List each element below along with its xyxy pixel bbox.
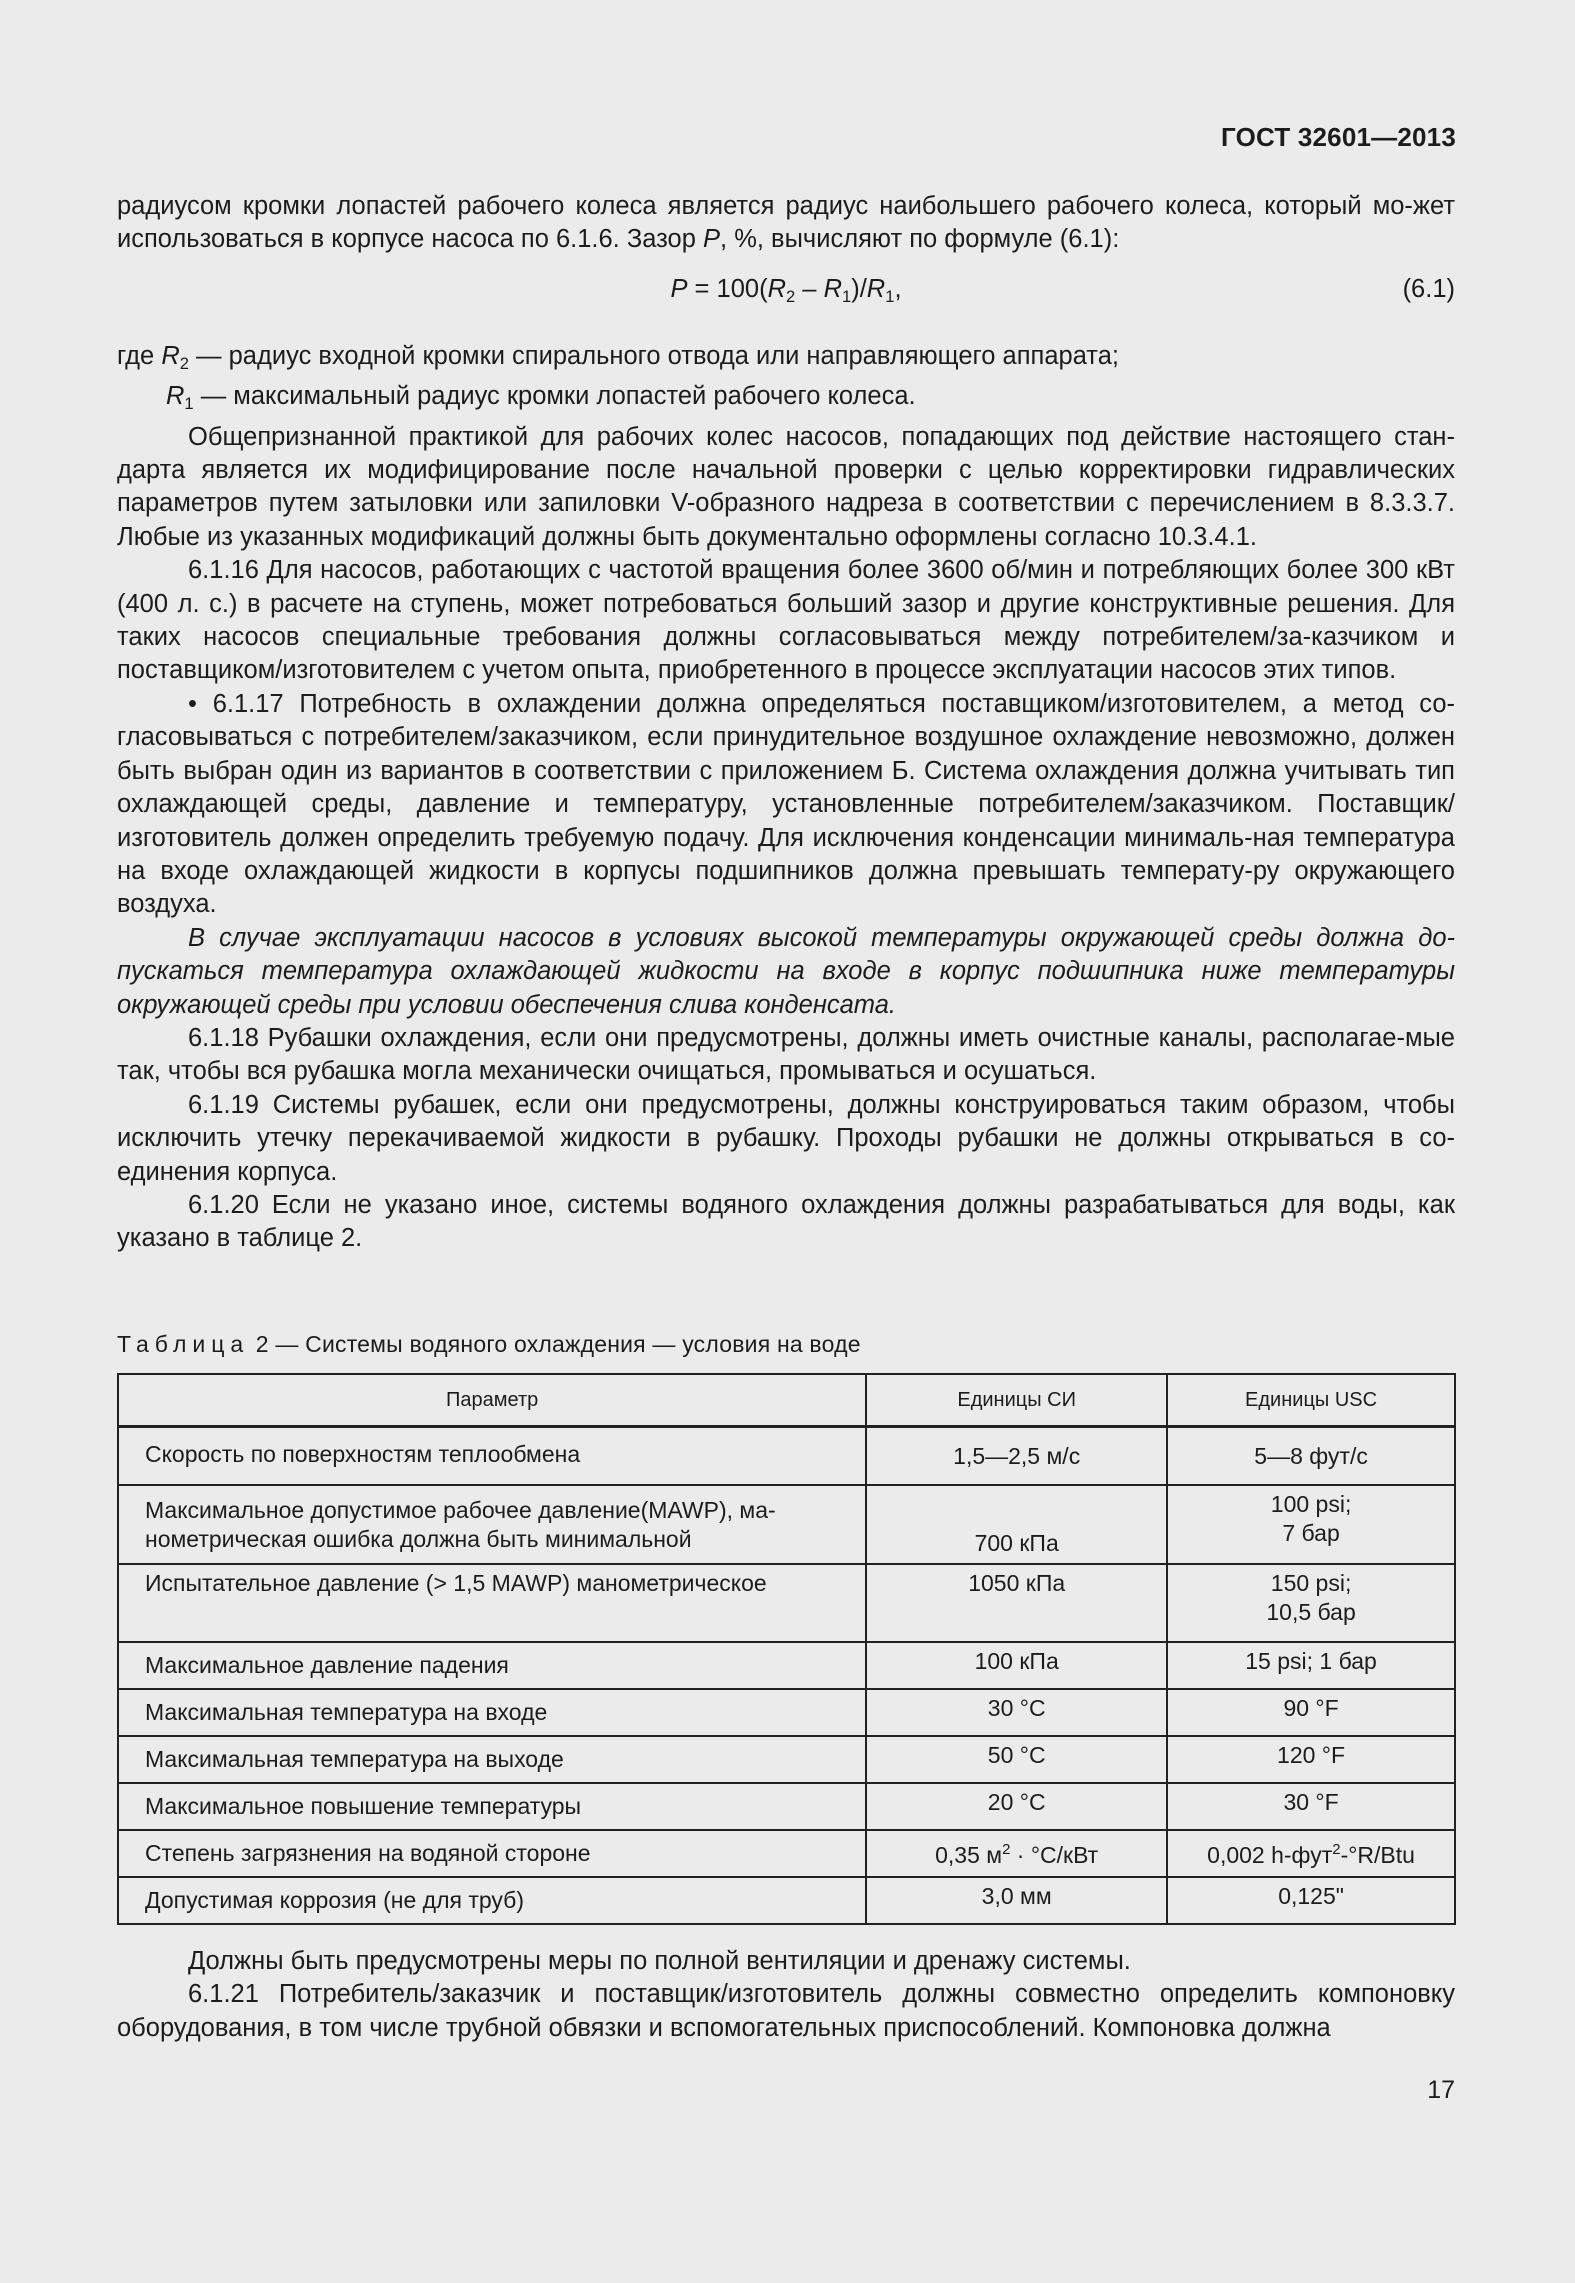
- table-header-row: [118, 1374, 1455, 1427]
- formula-6-1: [117, 273, 1455, 306]
- table-row: Максимальная температура на входе 30 °С 90 °F: [118, 1689, 1455, 1736]
- paragraph-6-1-17: • 6.1.17 Потребность в охлаждении должна определяться поставщиком/изготовителем, а метод со-гласовываться с потребителем/заказчиком, если принудительное воздушное охлаждение невозможно, должен быть выбран один из вариантов в соответствии с приложением Б. Система охлаждения должна учитывать тип охлаждающей среды, давление и температуру, установленные потребителем/заказчиком. Поставщик/изготовитель должен определить требуемую подачу. Для исключения конденсации минималь-ная температура на входе охлаждающей жидкости в корпусы подшипников должна превышать температу-ру окружающего воздуха.: [117, 689, 1455, 919]
- paragraph-ventilation: Должны быть предусмотрены меры по полной вентиляции и дренажу системы.: [188, 1947, 1131, 1975]
- paragraph-6-1-16: 6.1.16 Для насосов, работающих с частотой вращения более 3600 об/мин и потребляющих более 300 кВт (400 л. с.) в расчете на ступень, может потребоваться больший зазор и другие конструктивные решения. Для таких насосов специальные требования должны согласовываться между потребителем/за-казчиком и поставщиком/изготовителем с учетом опыта, приобретенного в процессе эксплуатации насосов этих типов.: [117, 556, 1455, 685]
- table-row: Максимальное допустимое рабочее давление(MAWP), ма-нометрическая ошибка должна быть минимальной 700 кПа 100 psi; 7 бар: [118, 1485, 1455, 1564]
- document-header: ГОСТ 32601—2013: [1221, 122, 1456, 152]
- paragraph-6-1-18: 6.1.18 Рубашки охлаждения, если они предусмотрены, должны иметь очистные каналы, располагае-мые так, чтобы вся рубашка могла механически очищаться, промываться и осушаться.: [117, 1023, 1455, 1086]
- formula-number: (6.1): [1402, 274, 1455, 303]
- formula-expression: $P = 100(R_2 - R_1)/R_1$,: [670, 274, 902, 306]
- table-row: Максимальная температура на выходе 50 °С 120 °F: [118, 1736, 1455, 1783]
- paragraph-italic-note: В случае эксплуатации насосов в условиях высокой температуры окружающей среды должна до-пускаться температура охлаждающей жидкости на входе в корпус подшипника ниже температуры окружающей среды при условии обеспечения слива конденсата.: [117, 923, 1455, 1019]
- table-row: Скорость по поверхностям теплообмена 1,5—2,5 м/с 5—8 фут/с: [118, 1427, 1455, 1486]
- paragraph-intro: радиусом кромки лопастей рабочего колеса является радиус наибольшего рабочего колеса, который мо-жет использоваться в корпусе насоса по 6.1.6. Зазор P, %, вычисляют по формуле (6.1):: [117, 192, 1455, 254]
- table-row: Степень загрязнения на водяной стороне 0,35 $м^2 \cdot ^\circ С/кВт$ 0,002 h-фут$^2$-°R/Btu: [118, 1830, 1455, 1877]
- body-text: [117, 190, 1455, 1256]
- paragraph-6-1-20: 6.1.20 Если не указано иное, системы водяного охлаждения должны разрабатываться для воды, как указано в таблице 2.: [117, 1190, 1455, 1253]
- where-r2: где $R_2$ — радиус входной кромки спирального отвода или направляющего аппарата;: [117, 341, 1119, 373]
- table-row: Максимальное давление падения 100 кПа 15 psi; 1 бар: [118, 1642, 1455, 1689]
- page-number: 17: [1427, 2076, 1455, 2104]
- body-text-after-table: [117, 1945, 1455, 2045]
- where-r1: $R_1$ — максимальный радиус кромки лопастей рабочего колеса.: [166, 382, 916, 414]
- header-si: Единицы СИ: [866, 1374, 1167, 1427]
- paragraph-practice: Общепризнанной практикой для рабочих колес насосов, попадающих под действие настоящего стан-дарта является их модифицирование после начальной проверки с целью корректировки гидравлических параметров путем затыловки или запиловки V-образного надреза в соответствии с перечислением в 8.3.3.7. Любые из указанных модификаций должны быть документально оформлены согласно 10.3.4.1.: [117, 422, 1455, 551]
- header-usc: Единицы USC: [1167, 1374, 1455, 1427]
- paragraph-6-1-21: 6.1.21 Потребитель/заказчик и поставщик/изготовитель должны совместно определить компоновку оборудования, в том числе трубной обвязки и вспомогательных приспособлений. Компоновка должна: [117, 1980, 1455, 2042]
- paragraph-6-1-19: 6.1.19 Системы рубашек, если они предусмотрены, должны конструироваться таким образом, чтобы исключить утечку перекачиваемой жидкости в рубашку. Проходы рубашки не должны открываться в со-единения корпуса.: [117, 1090, 1455, 1186]
- table-caption: Таблица 2 — Системы водяного охлаждения — условия на воде: [117, 1331, 861, 1357]
- header-parameter: Параметр: [118, 1374, 866, 1427]
- table-row: Допустимая коррозия (не для труб) 3,0 мм 0,125": [118, 1877, 1455, 1924]
- table-row: Максимальное повышение температуры 20 °С 30 °F: [118, 1783, 1455, 1830]
- water-cooling-table: [117, 1373, 1456, 1925]
- table-row: Испытательное давление (> 1,5 MAWP) манометрическое 1050 кПа 150 psi; 10,5 бар: [118, 1564, 1455, 1642]
